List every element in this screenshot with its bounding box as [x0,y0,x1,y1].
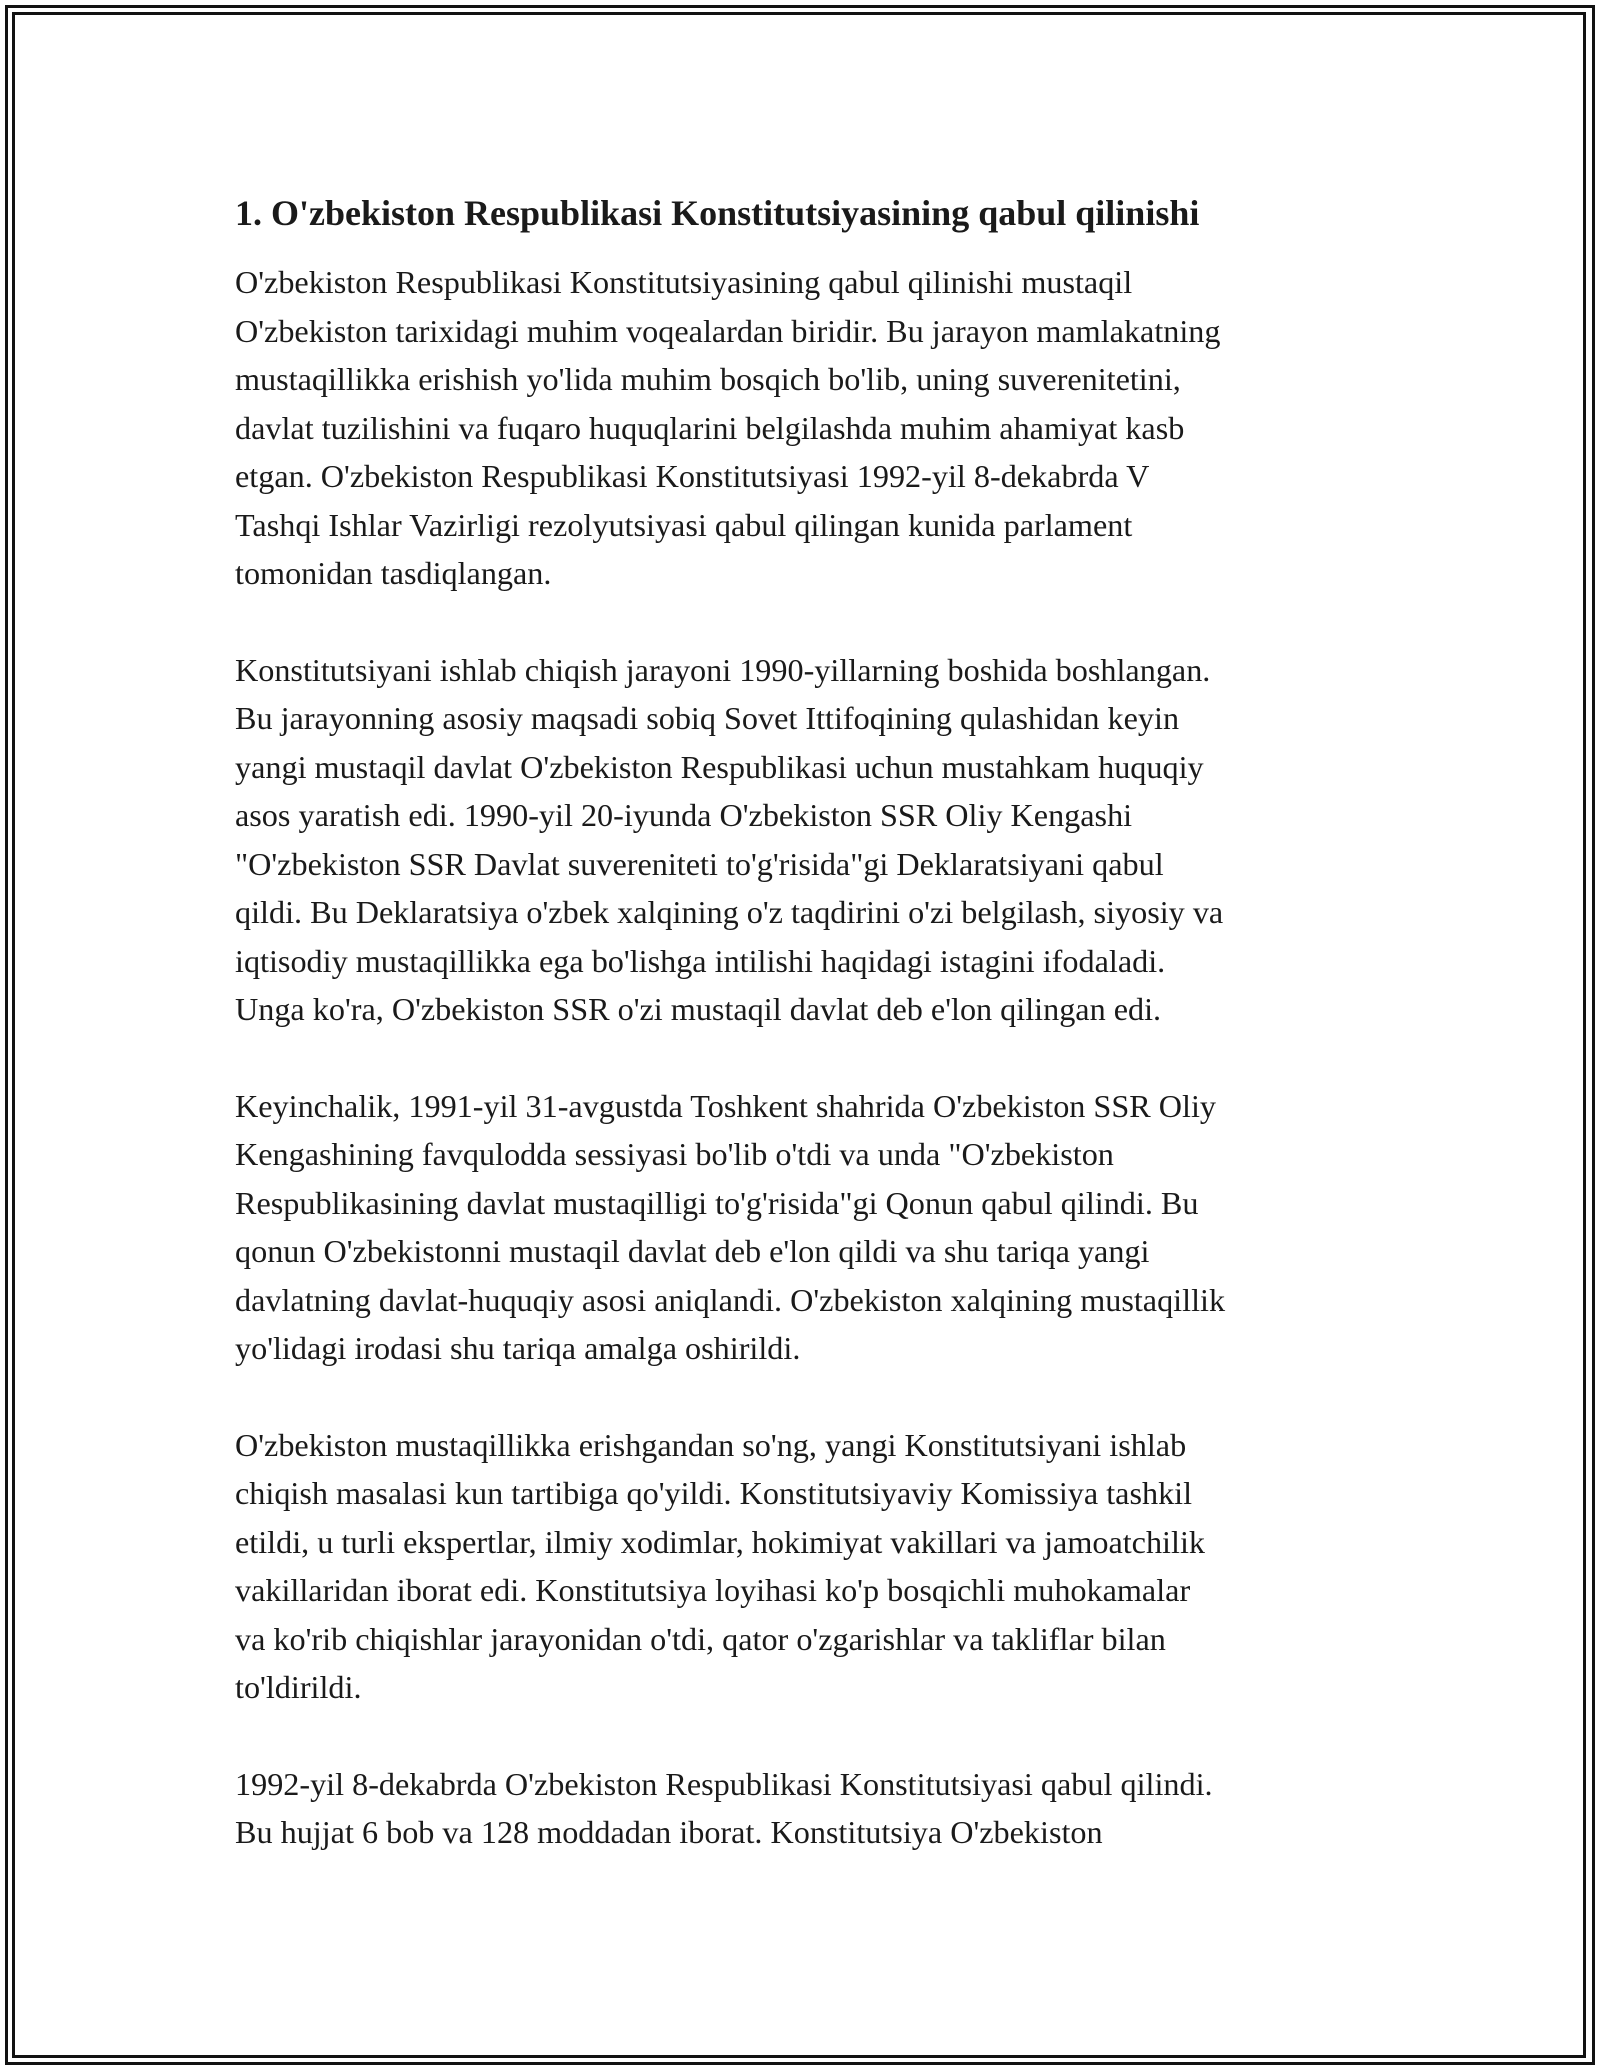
text-line: O'zbekiston Respublikasi Konstitutsiyasining qabul qilinishi mustaqil [235,264,1133,300]
paragraph [235,258,1370,598]
text-line: O'zbekiston mustaqillikka erishgandan so'ng, yangi Konstitutsiyani ishlab [235,1426,1187,1463]
text-line: Respublikasining davlat mustaqilligi to'g'risida"gi Qonun qabul qilindi. Bu [235,1184,1199,1221]
text-line: 1992-yil 8-dekabrda O'zbekiston Respublikasi Konstitutsiyasi qabul qilindi. [235,1765,1213,1802]
paragraph [235,646,1370,1034]
paragraph-list [235,258,1370,1857]
text-line: Konstitutsiyani ishlab chiqish jarayoni 1990-yillarning boshida boshlangan. [235,651,1211,688]
text-line: etildi, u turli ekspertlar, ilmiy xodimlar, hokimiyat vakillari va jamoatchilik [235,1523,1205,1560]
text-line: Tashqi Ishlar Vazirligi rezolyutsiyasi qabul qilingan kunida parlament [235,506,1133,543]
text-line: "O'zbekiston SSR Davlat suvereniteti to'g'risida"gi Deklaratsiyani qabul [235,845,1164,882]
text-line: tomonidan tasdiqlangan. [235,555,552,591]
text-line: asos yaratish edi. 1990-yil 20-iyunda O'zbekiston SSR Oliy Kengashi [235,797,1133,833]
text-line: chiqish masalasi kun tartibiga qo'yildi. Konstitutsiyaviy Komissiya tashkil [235,1475,1193,1511]
text-line: etgan. O'zbekiston Respublikasi Konstitutsiyasi 1992-yil 8-dekabrda V [235,458,1150,494]
text-line: davlat tuzilishini va fuqaro huquqlarini belgilashda muhim ahamiyat kasb [235,409,1185,446]
document-body [235,188,1370,1905]
text-line: va ko'rib chiqishlar jarayonidan o'tdi, qator o'zgarishlar va takliflar bilan [235,1620,1166,1657]
page-title: 1. O'zbekiston Respublikasi Konstitutsiyasining qabul qilinishi [235,193,1200,233]
text-line: Keyinchalik, 1991-yil 31-avgustda Toshkent shahrida O'zbekiston SSR Oliy [235,1087,1216,1124]
text-line: Unga ko'ra, O'zbekiston SSR o'zi mustaqil davlat deb e'lon qilingan edi. [235,991,1162,1027]
text-line: Bu hujjat 6 bob va 128 moddadan iborat. Konstitutsiya O'zbekiston [235,1814,1103,1850]
text-line: mustaqillikka erishish yo'lida muhim bosqich bo'lib, uning suverenitetini, [235,361,1181,397]
text-line: yo'lidagi irodasi shu tariqa amalga oshirildi. [235,1330,801,1366]
text-line: qildi. Bu Deklaratsiya o'zbek xalqining o'z taqdirini o'zi belgilash, siyosiy va [235,894,1224,930]
text-line: O'zbekiston tarixidagi muhim voqealardan biridir. Bu jarayon mamlakatning [235,312,1221,349]
text-line: yangi mustaqil davlat O'zbekiston Respublikasi uchun mustahkam huquqiy [235,748,1204,785]
paragraph [235,1421,1370,1712]
text-line: davlatning davlat-huquqiy asosi aniqlandi. O'zbekiston xalqining mustaqillik [235,1281,1226,1318]
text-line: vakillaridan iborat edi. Konstitutsiya loyihasi ko'p bosqichli muhokamalar [235,1572,1191,1608]
text-line: iqtisodiy mustaqillikka ega bo'lishga intilishi haqidagi istagini ifodaladi. [235,942,1166,979]
paragraph [235,1760,1370,1857]
text-line: to'ldirildi. [235,1669,362,1705]
text-line: qonun O'zbekistonni mustaqil davlat deb e'lon qildi va shu tariqa yangi [235,1233,1150,1269]
paragraph [235,1082,1370,1373]
text-line: Bu jarayonning asosiy maqsadi sobiq Sovet Ittifoqining qulashidan keyin [235,700,1180,736]
text-line: Kengashining favqulodda sessiyasi bo'lib o'tdi va unda "O'zbekiston [235,1136,1114,1172]
